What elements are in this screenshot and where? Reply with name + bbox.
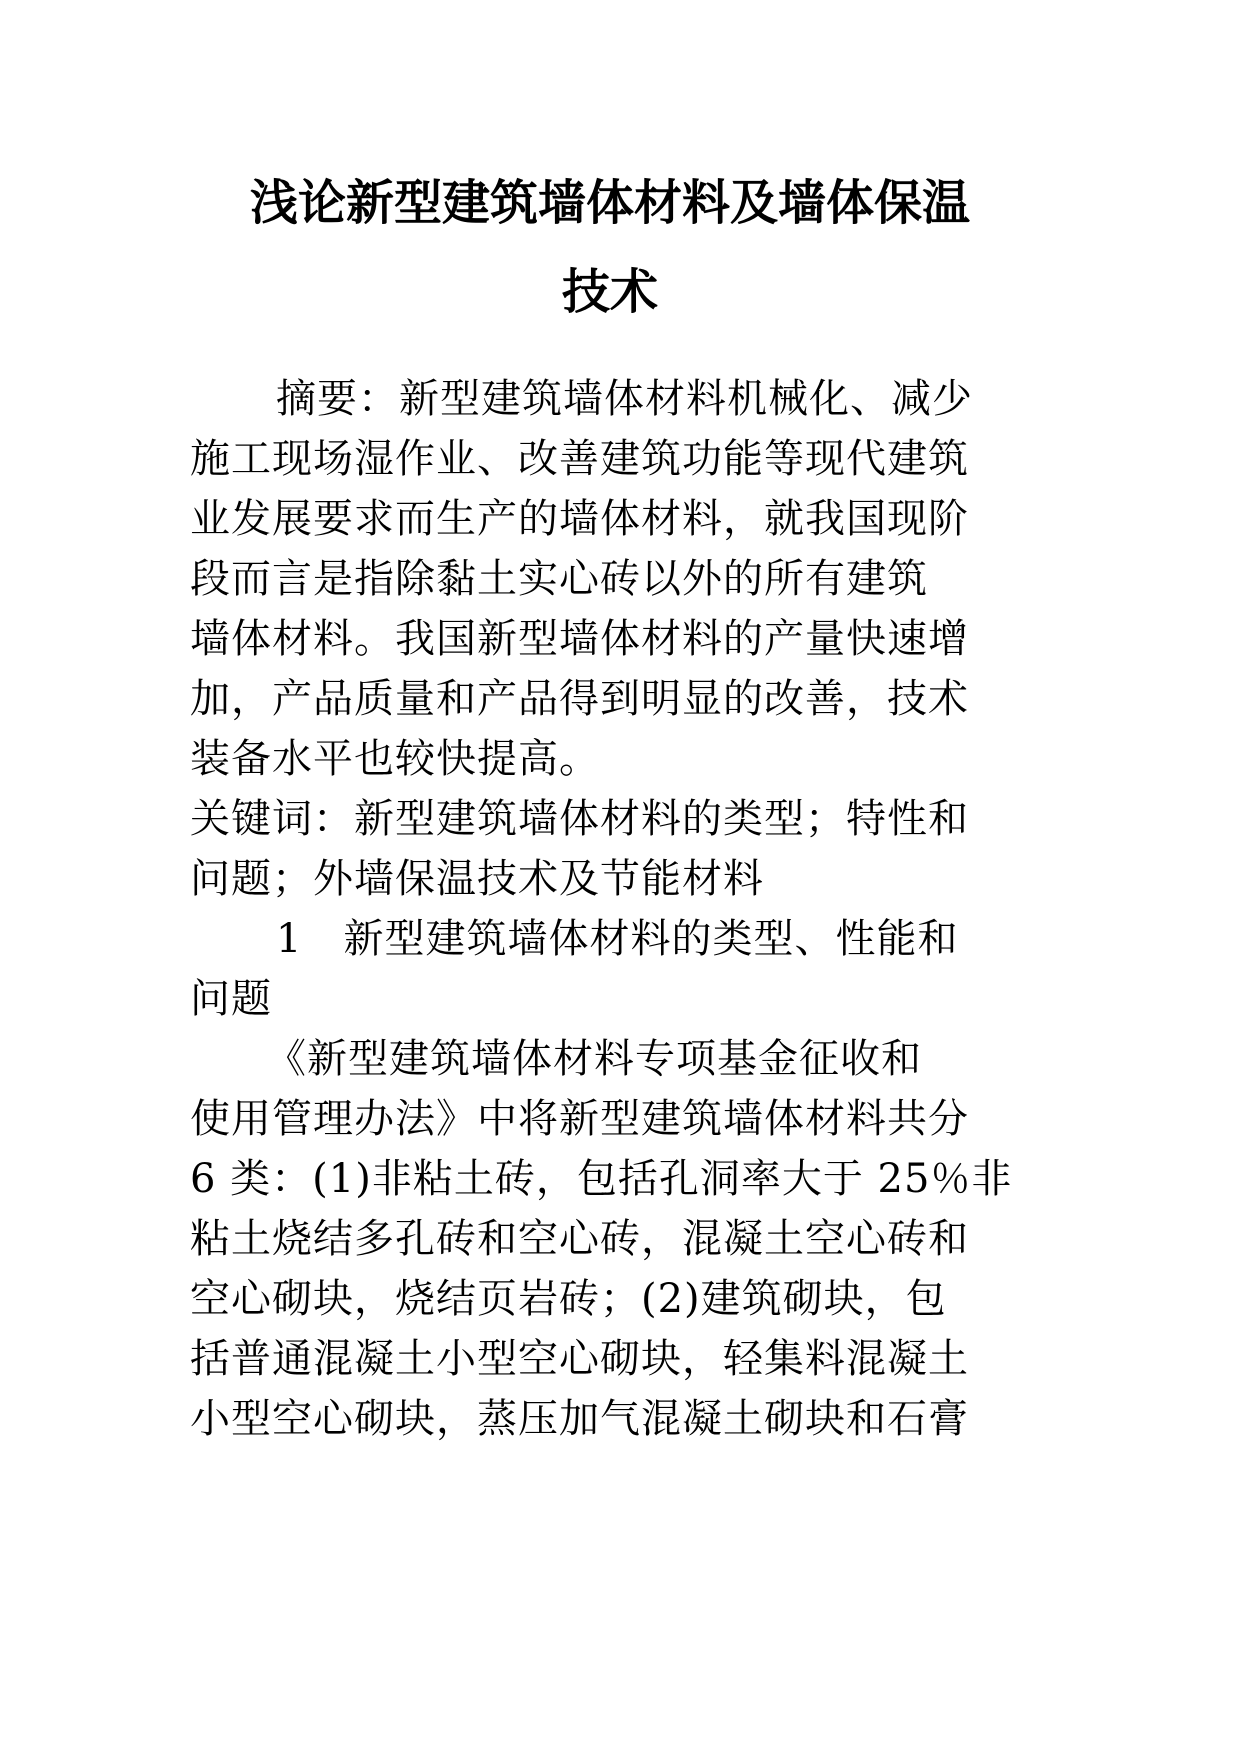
paragraph-line: 括普通混凝土小型空心砌块，轻集料混凝土 (190, 1336, 969, 1382)
abstract-line: 段而言是指除黏土实心砖以外的所有建筑 (190, 556, 928, 602)
keywords-line: 问题；外墙保温技术及节能材料 (190, 856, 764, 902)
paragraph-line: 粘土烧结多孔砖和空心砖，混凝土空心砖和 (190, 1216, 969, 1262)
paragraph-line: 空心砌块，烧结页岩砖；(2)建筑砌块，包 (190, 1276, 947, 1322)
section-heading-line: 1 新型建筑墙体材料的类型、性能和 (276, 916, 959, 962)
paragraph-line: 《新型建筑墙体材料专项基金征收和 (266, 1036, 922, 1082)
keywords-line: 关键词：新型建筑墙体材料的类型；特性和 (190, 796, 969, 842)
abstract-line: 施工现场湿作业、改善建筑功能等现代建筑 (190, 436, 969, 482)
paragraph-line: 6 类：(1)非粘土砖，包括孔洞率大于 25％非 (190, 1156, 1013, 1202)
abstract-line: 加，产品质量和产品得到明显的改善，技术 (190, 676, 969, 722)
document-title-line-1: 浅论新型建筑墙体材料及墙体保温 (249, 175, 970, 231)
document-title-line-2: 技术 (561, 264, 658, 320)
paragraph-line: 使用管理办法》中将新型建筑墙体材料共分 (190, 1096, 969, 1142)
abstract-line: 装备水平也较快提高。 (190, 736, 600, 782)
abstract-line: 摘要：新型建筑墙体材料机械化、减少 (276, 376, 973, 422)
abstract-line: 业发展要求而生产的墙体材料，就我国现阶 (190, 496, 969, 542)
section-heading-line: 问题 (190, 976, 272, 1022)
abstract-line: 墙体材料。我国新型墙体材料的产量快速增 (190, 616, 969, 662)
paragraph-line: 小型空心砌块，蒸压加气混凝土砌块和石膏 (190, 1396, 969, 1442)
